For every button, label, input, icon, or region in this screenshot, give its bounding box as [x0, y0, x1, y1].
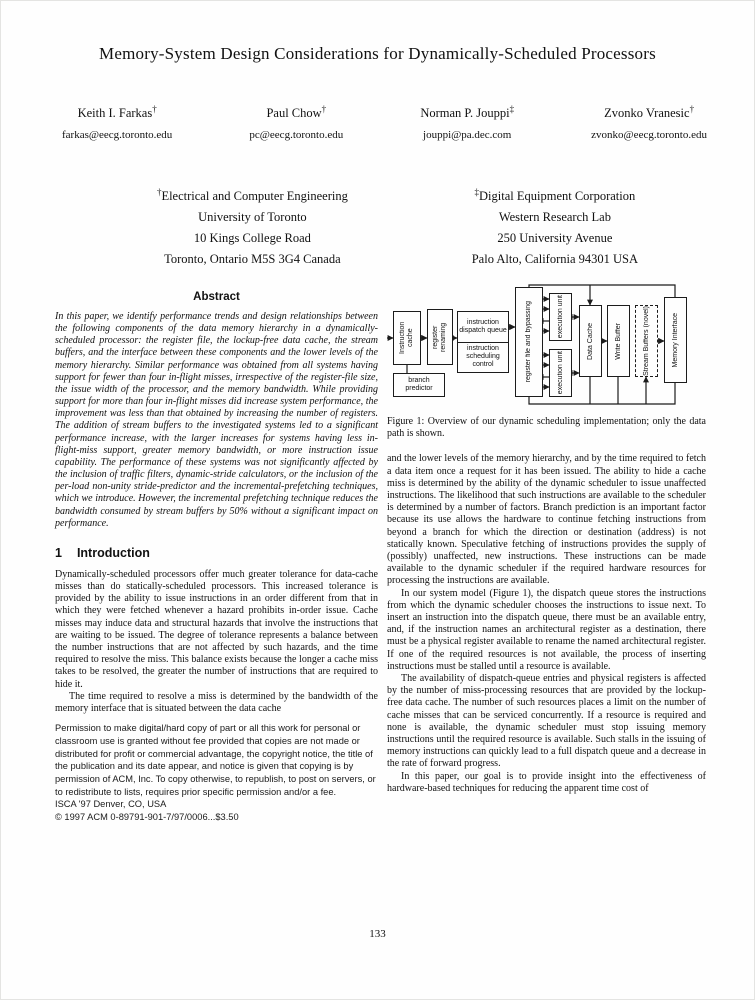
affiliation-line: Palo Alto, California 94301 USA — [471, 252, 639, 267]
figure-block-data-cache — [579, 305, 602, 377]
author-name — [249, 104, 343, 121]
affiliation-line — [157, 182, 348, 207]
affiliation-line-text: Digital Equipment Corporation — [479, 189, 636, 204]
author-email: farkas@eecg.toronto.edu — [62, 129, 173, 142]
author-vranesic — [591, 104, 707, 141]
author-list — [62, 104, 707, 141]
figure-block-label: instruction dispatch queue — [459, 319, 507, 334]
paragraph: The time required to resolve a miss is determined by the bandwidth of the memory interface that is situated between the data cache — [55, 690, 378, 715]
abstract-text: In this paper, we identify performance trends and design relationships between the following components of the data memory hierarchy in a dynamically-scheduled processor: the register file, the lockup-free data cache, the stream buffers, and the interface between these components and the lower levels of the memory hierarchy. Similar performance was obtained from all systems having support for fewer than four in-flight misses, irrespective of the register-file size, the issue width of the processor, and the memory bandwidth. While providing support for more than four in-flight misses did increase system performance, the improvement was less than that obtained by increasing the number of registers. The addition of stream buffers to the investigated systems led to a significant performance increase, with the larger increases for systems having less in-flight-miss support, greater memory bandwidth, or more instruction issue capability. The performance of these systems was not significantly affected by the inclusion of traffic filters, dynamic-stride calculators, or the inclusion of the per-load non-unity stride-predictor and the incremental-prefetching techniques, which we introduce. However, the incremental prefetching technique reduces the bandwidth consumed by stream buffers by 50% without a significant impact on performance. — [55, 311, 378, 529]
author-name — [62, 104, 172, 121]
paragraph: Dynamically-scheduled processors offer much greater tolerance for data-cache misses than do statically-scheduled processors. This increased tolerance is provided by the ability to issue instructions in an order different from that in which they were fetched whenever a hazard prohibits in-order issue. Cache misses may induce data and structural hazards that involve the instructions that are waiting to be issued. The degree of tolerance represents a balance between the number instructions that are not affected by such hazards, and the time required to resolve the miss. This balance exists because the longer a cache miss takes to be resolved, the greater the number of instructions that are required to hide it. — [55, 568, 378, 690]
paragraph: In our system model (Figure 1), the dispatch queue stores the instructions from which the dynamic scheduler chooses the instructions to issue next. To insert an instruction into the dispatch queue, there must be an available entry, and, if the instruction names an architectural register as a destination, there must be a physical register available to rename the named architectural register. If one of the required resources is not available, the process of inserting instructions must be stalled until a resource is available. — [387, 587, 706, 672]
affiliation-line: 10 Kings College Road — [193, 231, 311, 246]
figure-block-label: Data Cache — [586, 322, 594, 360]
paragraph: The availability of dispatch-queue entries and physical registers is affected by the number of miss-processing resources that are provided by the lockup-free data cache. The number of such resources places a limit on the number of cache misses that can be serviced concurrently. If a resource is required and none is available, the dynamic scheduler must stop issuing memory instructions until the required resource is available. Such stalls in the issuing of memory instructions can quickly lead to a full dispatch queue and a decrease in the rate of forward progress. — [387, 673, 706, 770]
affiliation-mark: † — [152, 104, 157, 114]
abstract-heading: Abstract — [193, 291, 240, 303]
figure-block-register-renaming — [427, 309, 453, 365]
figure-block-label: register renaming — [432, 322, 447, 352]
author-name — [591, 104, 707, 121]
section-heading-introduction — [55, 546, 378, 560]
author-email: pc@eecg.toronto.edu — [249, 129, 344, 142]
figure-block-label: execution unit — [556, 351, 564, 395]
figure-block-stream-buffers — [635, 305, 658, 377]
author-jouppi — [420, 104, 514, 141]
figure-block-write-buffer — [607, 305, 630, 377]
paragraph: and the lower levels of the memory hierarchy, and by the time required to fetch a data item once a request for it has been issued. The ability to hide a cache miss is determined by the ability of the dynamic scheduler to issue unaffected instructions. The likelihood that such instructions are available to the scheduler is determined by a number of factors. Branch prediction is an important factor because its use allows the hardware to continue fetching instructions from beyond a branch for which the direction or destination (address) is not statically known. Speculative fetching of instructions provides the supply of (possibly) unaffected, new instructions. These instructions can be made available to the dynamic scheduler if the required hardware resources for processing the instructions are available. — [387, 453, 706, 587]
figure-caption: Figure 1: Overview of our dynamic scheduling implementation; only the data path is shown. — [387, 416, 706, 440]
author-chow — [249, 104, 343, 141]
figure-block-register-file — [515, 287, 543, 397]
figure-block-scheduling-control — [457, 342, 509, 373]
author-name-text: Zvonko Vranesic — [604, 106, 690, 121]
figure-block-label: Write Buffer — [614, 322, 622, 360]
figure-block-branch-predictor — [393, 373, 445, 397]
affiliation-line: Western Research Lab — [498, 210, 611, 225]
figure-block-execution-unit-bottom — [549, 349, 572, 397]
page-title: Memory-System Design Considerations for Dynamically-Scheduled Processors — [99, 44, 656, 63]
affiliation-toronto — [157, 182, 348, 270]
author-email: jouppi@pa.dec.com — [423, 129, 512, 142]
figure-block-label: register file and bypassing — [525, 301, 532, 383]
affiliation-mark: † — [321, 104, 327, 114]
affiliation-mark: † — [156, 187, 162, 197]
author-name — [420, 104, 514, 121]
figure-block-instruction-cache — [393, 311, 421, 365]
permission-notice — [55, 722, 378, 824]
affiliation-mark: ‡ — [474, 187, 480, 197]
affiliation-line: 250 University Avenue — [497, 231, 613, 246]
figure-block-execution-unit-top — [549, 293, 572, 341]
right-column — [387, 283, 706, 795]
copyright-line: © 1997 ACM 0-89791-901-7/97/0006...$3.50 — [55, 812, 239, 823]
figure-block-label: Memory Interface — [671, 312, 679, 368]
figure-block-label: execution unit — [556, 295, 564, 339]
figure-block-label: Stream Buffers (novel) — [642, 306, 650, 376]
author-name-text: Paul Chow — [266, 106, 322, 121]
affiliation-list — [95, 182, 700, 270]
section-title: Introduction — [76, 545, 150, 560]
figure-block-label: instruction scheduling control — [466, 345, 500, 368]
affiliation-line-text: Electrical and Computer Engineering — [161, 189, 348, 204]
figure-1-diagram — [387, 283, 706, 407]
left-column — [55, 291, 378, 824]
author-farkas — [62, 104, 172, 141]
author-name-text: Keith I. Farkas — [77, 106, 153, 121]
affiliation-line — [472, 182, 638, 207]
paragraph: In this paper, our goal is to provide insight into the effectiveness of hardware-based techniques for reducing the apparent time cost of — [387, 770, 706, 794]
affiliation-line: Toronto, Ontario M5S 3G4 Canada — [164, 252, 341, 267]
page-number: 133 — [369, 928, 386, 940]
affiliation-mark: † — [689, 104, 695, 114]
conference-line: ISCA '97 Denver, CO, USA — [55, 799, 167, 810]
section-number: 1 — [55, 545, 62, 560]
affiliation-line: University of Toronto — [198, 210, 307, 225]
figure-block-dispatch-queue — [457, 311, 509, 343]
figure-block-label: branch predictor — [405, 377, 433, 392]
author-email: zvonko@eecg.toronto.edu — [591, 129, 707, 142]
author-name-text: Norman P. Jouppi — [420, 106, 510, 121]
affiliation-dec — [472, 182, 638, 270]
figure-block-memory-interface — [664, 297, 687, 383]
figure-block-label: Instruction cache — [399, 321, 414, 355]
affiliation-mark: ‡ — [509, 104, 515, 114]
permission-text: Permission to make digital/hard copy of part or all this work for personal or classroom use is granted without fee provided that copies are not made or distributed for profit or commercial advantage, the copyright notice, the title of the publication and its date appear, and notice is given that copying is by permission of ACM, Inc. To copy otherwise, to republish, to post on servers, or to redistribute to lists, requires prior specific permission and/or a fee. — [55, 723, 376, 797]
